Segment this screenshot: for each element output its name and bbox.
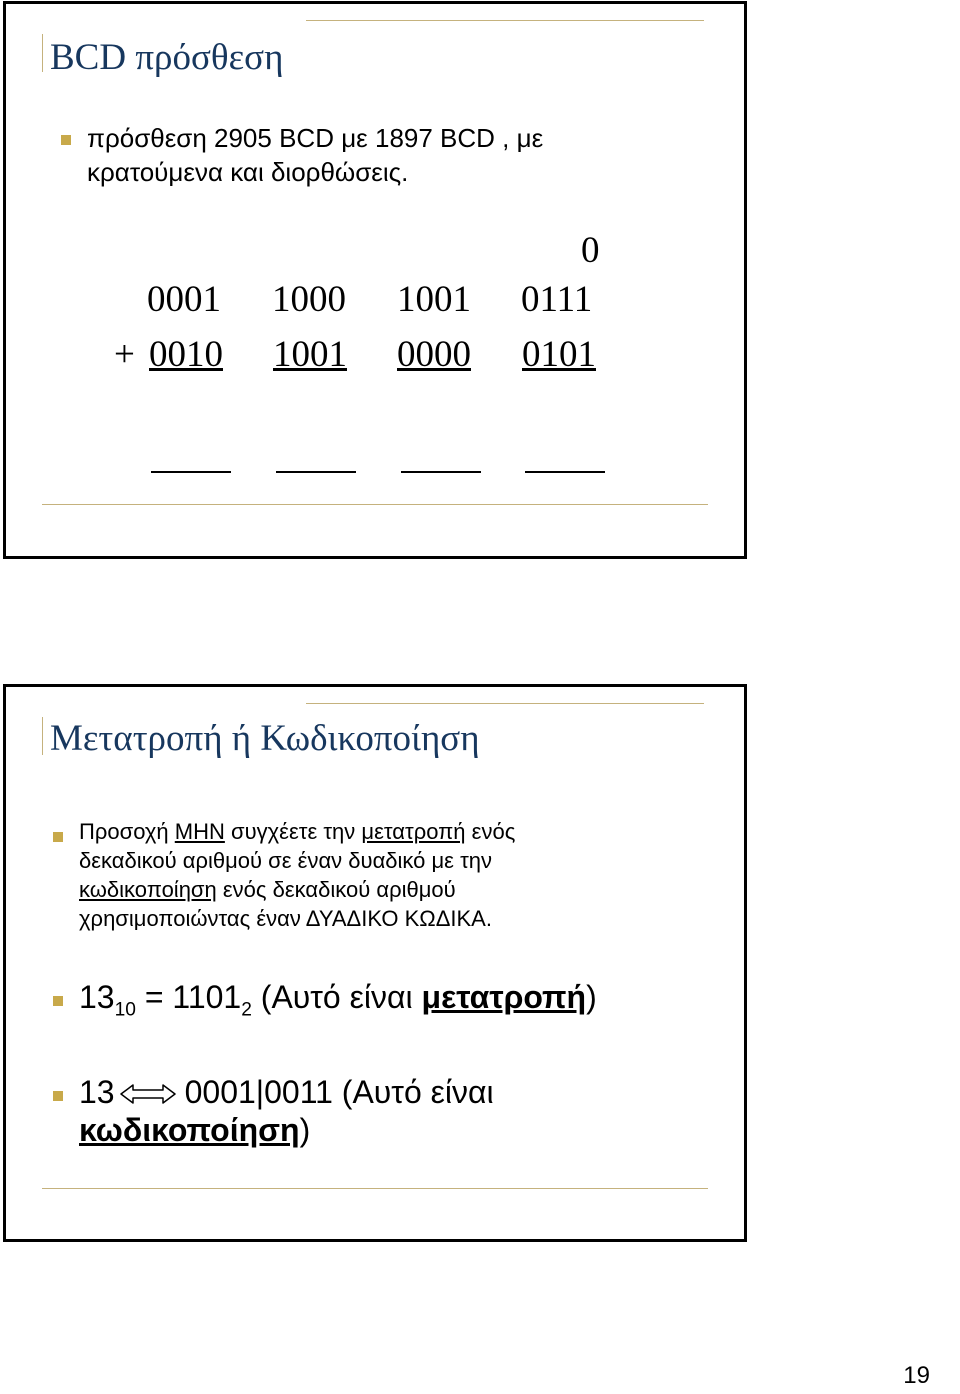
- paragraph-line4: χρησιμοποιώντας έναν ΔΥΑΔΙΚΟ ΚΩΔΙΚΑ.: [79, 906, 492, 931]
- encoding-example-line1: 13 0001|0011 (Αυτό είναι: [79, 1074, 494, 1113]
- bullet-icon: [61, 135, 71, 145]
- title-rule-vertical: [42, 34, 43, 72]
- bullet-text-line2: κρατούμενα και διορθώσεις.: [87, 157, 409, 187]
- bullet-text-line1: πρόσθεση 2905 BCD με 1897 BCD , με: [87, 123, 544, 153]
- paragraph-line2: δεκαδικού αριθμού σε έναν δυαδικό με την: [79, 848, 493, 873]
- conversion-example: $13_{10} = 1101_2$ (Αυτό είναι μετατροπή): [79, 979, 597, 1021]
- slide-title: BCD πρόσθεση: [50, 37, 284, 78]
- double-headed-arrow-icon: [119, 1076, 181, 1113]
- row2-nibble-2: 1001: [273, 334, 347, 375]
- title-rule-top: [306, 703, 704, 704]
- row1-nibble-4: 0111: [521, 279, 593, 320]
- footer-rule: [42, 1188, 708, 1189]
- row1-nibble-2: 1000: [272, 279, 346, 320]
- footer-rule: [42, 504, 708, 505]
- row2-nibble-1: 0010: [149, 334, 223, 375]
- bullet-icon: [53, 996, 63, 1006]
- title-rule-top: [306, 20, 704, 21]
- page-number: 19: [903, 1362, 930, 1389]
- slide-conversion-vs-encoding: [3, 684, 747, 1242]
- row2-nibble-3: 0000: [397, 334, 471, 375]
- title-rule-vertical: [42, 717, 43, 755]
- bullet-icon: [53, 1091, 63, 1101]
- encoding-example-line2: κωδικοποίηση): [79, 1112, 311, 1148]
- slide-bcd-addition: [3, 1, 747, 559]
- row1-nibble-1: 0001: [147, 279, 221, 320]
- row1-nibble-3: 1001: [397, 279, 471, 320]
- plus-sign: +: [114, 334, 135, 375]
- paragraph-line3: κωδικοποίηση ενός δεκαδικού αριθμού: [79, 877, 456, 902]
- answer-blank-4: [525, 471, 605, 473]
- answer-blank-3: [401, 471, 481, 473]
- paragraph-line1: Προσοχή ΜΗΝ συγχέετε την μετατροπή ενός: [79, 819, 516, 844]
- answer-blank-1: [151, 471, 231, 473]
- slide-title: Μετατροπή ή Κωδικοποίηση: [50, 718, 480, 759]
- carry-digit: 0: [581, 230, 600, 271]
- bullet-icon: [53, 832, 63, 842]
- answer-blank-2: [276, 471, 356, 473]
- row2-nibble-4: 0101: [522, 334, 596, 375]
